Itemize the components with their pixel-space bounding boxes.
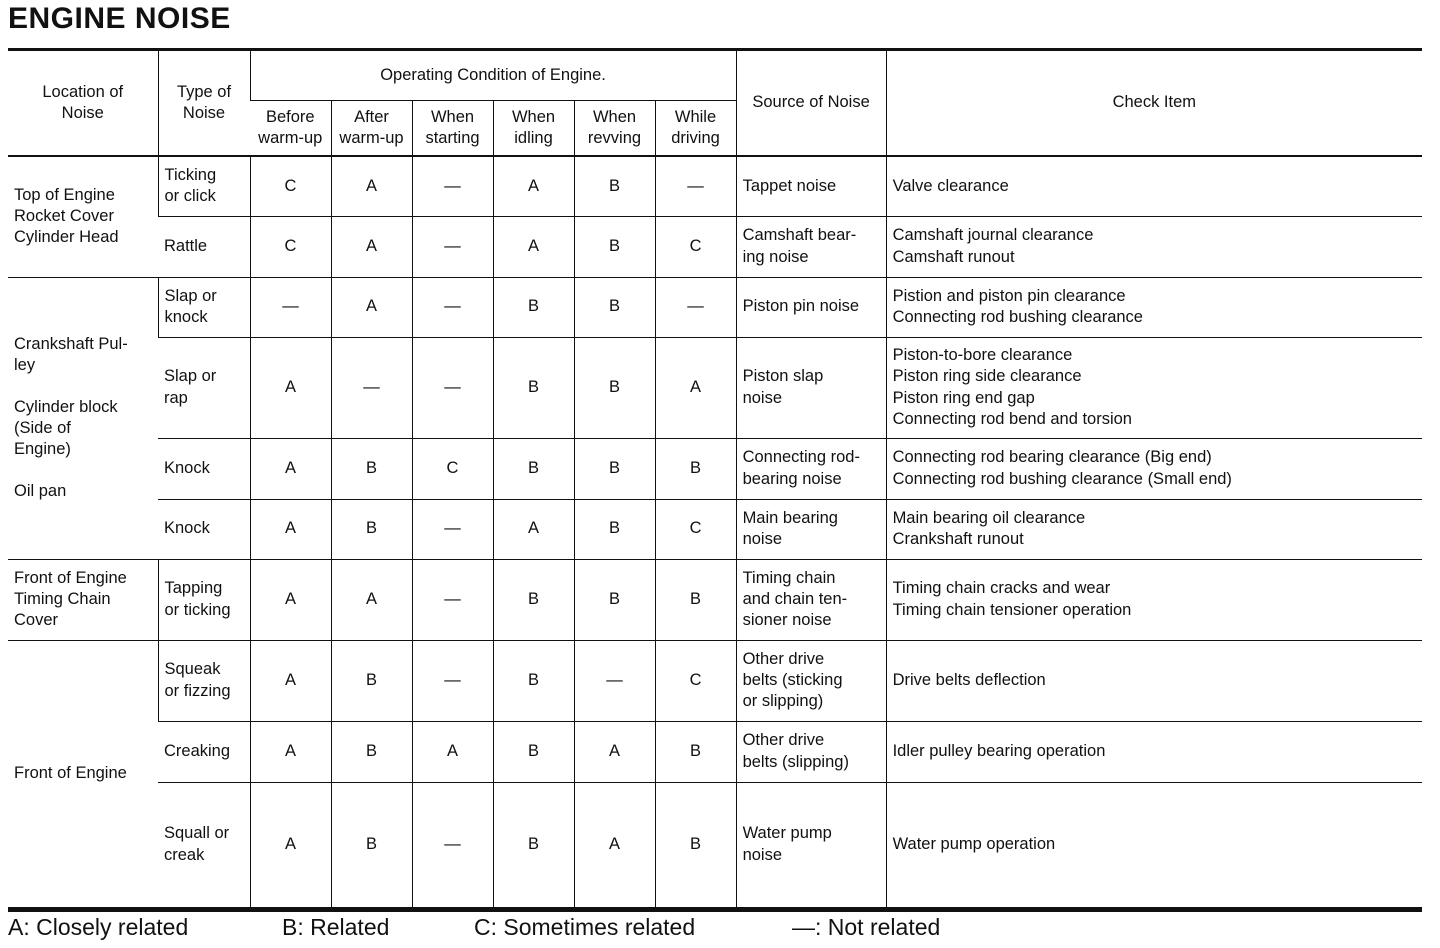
header-location: Location of Noise (8, 51, 158, 156)
header-condition: After warm-up (331, 100, 412, 156)
page-title: ENGINE NOISE (8, 2, 231, 35)
check-item-cell: Main bearing oil clearance Crankshaft runout (886, 499, 1422, 559)
check-item-cell: Camshaft journal clearance Camshaft runout (886, 216, 1422, 277)
condition-cell: — (412, 216, 493, 277)
condition-cell: B (655, 721, 736, 782)
condition-cell: — (655, 156, 736, 216)
header-check-item: Check Item (886, 51, 1422, 156)
table-row (8, 337, 1422, 438)
condition-cell: C (655, 499, 736, 559)
location-cell: Front of Engine Timing Chain Cover (8, 559, 158, 640)
header-condition: When starting (412, 100, 493, 156)
condition-cell: B (331, 721, 412, 782)
legend-item: C: Sometimes related (474, 914, 696, 940)
source-cell: Timing chain and chain ten- sioner noise (736, 559, 886, 640)
condition-cell: B (493, 438, 574, 499)
condition-cell: B (493, 640, 574, 721)
condition-cell: — (412, 559, 493, 640)
condition-cell: A (331, 559, 412, 640)
condition-cell: B (493, 277, 574, 337)
condition-cell: A (250, 337, 331, 438)
condition-cell: B (331, 782, 412, 907)
legend (8, 914, 1422, 946)
condition-cell: B (574, 559, 655, 640)
check-item-cell: Drive belts deflection (886, 640, 1422, 721)
condition-cell: A (331, 156, 412, 216)
condition-cell: — (250, 277, 331, 337)
noise-type-cell: Rattle (158, 216, 250, 277)
legend-item: A: Closely related (8, 914, 189, 940)
source-cell: Other drive belts (sticking or slipping) (736, 640, 886, 721)
check-item-cell: Connecting rod bearing clearance (Big end) Connecting rod bushing clearance (Small end) (886, 438, 1422, 499)
check-item-cell: Water pump operation (886, 782, 1422, 907)
condition-cell: B (655, 438, 736, 499)
condition-cell: B (574, 156, 655, 216)
condition-cell: B (331, 499, 412, 559)
condition-cell: — (412, 499, 493, 559)
source-cell: Main bearing noise (736, 499, 886, 559)
noise-type-cell: Knock (158, 438, 250, 499)
condition-cell: B (493, 559, 574, 640)
header-condition: Before warm-up (250, 100, 331, 156)
table-row (8, 277, 1422, 337)
noise-type-cell: Tapping or ticking (158, 559, 250, 640)
noise-type-cell: Knock (158, 499, 250, 559)
condition-cell: C (412, 438, 493, 499)
condition-cell: — (412, 337, 493, 438)
noise-type-cell: Slap or knock (158, 277, 250, 337)
noise-type-cell: Squeak or fizzing (158, 640, 250, 721)
header-condition: When revving (574, 100, 655, 156)
condition-cell: A (331, 277, 412, 337)
check-item-cell: Pistion and piston pin clearance Connecting rod bushing clearance (886, 277, 1422, 337)
condition-cell: B (574, 337, 655, 438)
condition-cell: B (331, 438, 412, 499)
location-cell: Front of Engine (8, 640, 158, 907)
legend-item: —: Not related (792, 914, 941, 940)
legend-item: B: Related (282, 914, 390, 940)
condition-cell: A (655, 337, 736, 438)
condition-cell: C (250, 216, 331, 277)
table-row (8, 640, 1422, 721)
source-cell: Piston slap noise (736, 337, 886, 438)
table-row (8, 721, 1422, 782)
condition-cell: A (250, 721, 331, 782)
source-cell: Other drive belts (slipping) (736, 721, 886, 782)
condition-cell: B (574, 499, 655, 559)
check-item-cell: Timing chain cracks and wear Timing chain tensioner operation (886, 559, 1422, 640)
location-cell: Crankshaft Pul- ley Cylinder block (Side of Engine) Oil pan (8, 277, 158, 559)
condition-cell: C (655, 216, 736, 277)
noise-type-cell: Squall or creak (158, 782, 250, 907)
bottom-rule (8, 908, 1422, 912)
condition-cell: A (250, 782, 331, 907)
noise-type-cell: Slap or rap (158, 337, 250, 438)
condition-cell: B (493, 782, 574, 907)
table-row (8, 438, 1422, 499)
table-row (8, 499, 1422, 559)
condition-cell: — (412, 640, 493, 721)
location-cell: Top of Engine Rocket Cover Cylinder Head (8, 156, 158, 277)
header-source: Source of Noise (736, 51, 886, 156)
check-item-cell: Idler pulley bearing operation (886, 721, 1422, 782)
condition-cell: B (574, 216, 655, 277)
condition-cell: A (493, 499, 574, 559)
source-cell: Piston pin noise (736, 277, 886, 337)
condition-cell: C (250, 156, 331, 216)
source-cell: Camshaft bear- ing noise (736, 216, 886, 277)
condition-cell: — (412, 782, 493, 907)
condition-cell: A (412, 721, 493, 782)
header-condition: While driving (655, 100, 736, 156)
condition-cell: — (331, 337, 412, 438)
condition-cell: A (574, 721, 655, 782)
noise-type-cell: Creaking (158, 721, 250, 782)
table-row (8, 156, 1422, 216)
check-item-cell: Valve clearance (886, 156, 1422, 216)
condition-cell: B (493, 721, 574, 782)
condition-cell: B (655, 559, 736, 640)
condition-cell: A (493, 216, 574, 277)
source-cell: Connecting rod- bearing noise (736, 438, 886, 499)
condition-cell: A (250, 640, 331, 721)
condition-cell: B (655, 782, 736, 907)
header-condition: When idling (493, 100, 574, 156)
table-row (8, 216, 1422, 277)
condition-cell: A (493, 156, 574, 216)
source-cell: Water pump noise (736, 782, 886, 907)
condition-cell: B (331, 640, 412, 721)
header-operating-condition: Operating Condition of Engine. (250, 51, 736, 100)
condition-cell: — (655, 277, 736, 337)
noise-type-cell: Ticking or click (158, 156, 250, 216)
condition-cell: A (574, 782, 655, 907)
source-cell: Tappet noise (736, 156, 886, 216)
header-type: Type of Noise (158, 51, 250, 156)
condition-cell: A (250, 499, 331, 559)
condition-cell: B (493, 337, 574, 438)
condition-cell: B (574, 438, 655, 499)
condition-cell: — (412, 156, 493, 216)
table-row (8, 559, 1422, 640)
condition-cell: — (412, 277, 493, 337)
condition-cell: A (250, 559, 331, 640)
condition-cell: — (574, 640, 655, 721)
condition-cell: C (655, 640, 736, 721)
condition-cell: A (250, 438, 331, 499)
table-row (8, 782, 1422, 907)
condition-cell: B (574, 277, 655, 337)
check-item-cell: Piston-to-bore clearance Piston ring side clearance Piston ring end gap Connecting rod bend and torsion (886, 337, 1422, 438)
condition-cell: A (331, 216, 412, 277)
engine-noise-table (8, 51, 1422, 908)
